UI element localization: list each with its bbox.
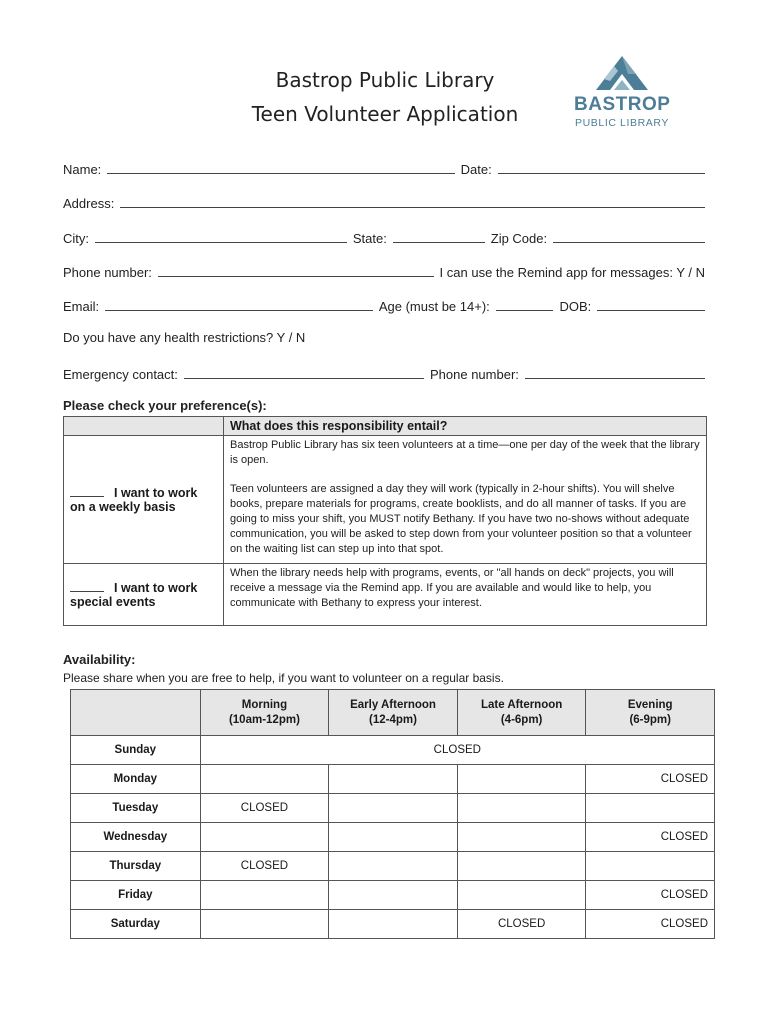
day-thursday: Thursday	[71, 852, 201, 881]
friday-late-afternoon[interactable]	[457, 881, 586, 910]
table-row	[71, 881, 715, 910]
wednesday-morning[interactable]	[200, 823, 329, 852]
special-option-line1: I want to work	[114, 580, 198, 595]
day-saturday: Saturday	[71, 910, 201, 939]
wednesday-evening-closed: CLOSED	[586, 823, 715, 852]
table-row	[64, 564, 707, 626]
friday-evening-closed: CLOSED	[586, 881, 715, 910]
logo-subtitle: PUBLIC LIBRARY	[575, 117, 669, 129]
name-field[interactable]	[107, 172, 454, 174]
phone-field[interactable]	[158, 275, 434, 277]
zip-label: Zip Code:	[490, 231, 548, 246]
dob-field[interactable]	[597, 309, 705, 311]
email-field[interactable]	[105, 309, 373, 311]
saturday-evening-closed: CLOSED	[586, 910, 715, 939]
day-friday: Friday	[71, 881, 201, 910]
state-field[interactable]	[393, 241, 485, 243]
address-label: Address:	[63, 196, 115, 211]
availability-heading: Availability:	[63, 652, 136, 667]
weekly-desc-p2: Teen volunteers are assigned a day they will work (typically in 2-hour shifts). You will shelve books, prepare materials for programs, create booklists, and do all manner of tasks. If you are going to miss your shift, you MUST notify Bethany. If you have two no-shows without adequate communication, you will be asked to step down from your volunteer position so that a volunteer on the waiting list can step up into that spot.	[230, 483, 692, 555]
city-state-zip-row	[63, 226, 705, 246]
email-label: Email:	[63, 299, 100, 314]
city-field[interactable]	[95, 241, 347, 243]
phone-row	[63, 260, 705, 280]
special-description	[224, 564, 707, 626]
thursday-late-afternoon[interactable]	[457, 852, 586, 881]
weekly-checkbox-line[interactable]	[70, 486, 104, 497]
dob-label: DOB:	[559, 299, 592, 314]
phone-label: Phone number:	[63, 265, 152, 280]
emergency-field[interactable]	[184, 377, 424, 379]
wednesday-early-afternoon[interactable]	[329, 823, 458, 852]
col-late-afternoon: Late Afternoon (4-6pm)	[457, 690, 586, 736]
address-row	[63, 191, 705, 211]
tuesday-morning-closed: CLOSED	[200, 794, 329, 823]
day-tuesday: Tuesday	[71, 794, 201, 823]
tuesday-late-afternoon[interactable]	[457, 794, 586, 823]
col-morning: Morning (10am-12pm)	[200, 690, 329, 736]
name-label: Name:	[63, 162, 102, 177]
saturday-late-afternoon-closed: CLOSED	[457, 910, 586, 939]
weekly-option-line1: I want to work	[114, 485, 198, 500]
special-desc: When the library needs help with programs, events, or "all hands on deck" projects, you will receive a message via the Remind app. If you are available and would like to help, you communicate with Bethany to express your interest.	[230, 567, 674, 609]
monday-late-afternoon[interactable]	[457, 765, 586, 794]
special-option[interactable]	[64, 564, 224, 626]
zip-field[interactable]	[553, 241, 705, 243]
thursday-evening[interactable]	[586, 852, 715, 881]
saturday-early-afternoon[interactable]	[329, 910, 458, 939]
monday-evening-closed: CLOSED	[586, 765, 715, 794]
availability-table	[70, 689, 715, 939]
emergency-row	[63, 362, 705, 382]
tuesday-evening[interactable]	[586, 794, 715, 823]
weekly-option[interactable]	[64, 436, 224, 564]
table-row	[71, 852, 715, 881]
monday-early-afternoon[interactable]	[329, 765, 458, 794]
city-label: City:	[63, 231, 89, 246]
friday-early-afternoon[interactable]	[329, 881, 458, 910]
weekly-description	[224, 436, 707, 564]
tuesday-early-afternoon[interactable]	[329, 794, 458, 823]
table-row	[71, 794, 715, 823]
day-sunday: Sunday	[71, 736, 201, 765]
weekly-option-line2: on a weekly basis	[70, 499, 176, 514]
table-row	[71, 765, 715, 794]
responsibility-header: What does this responsibility entail?	[224, 417, 707, 436]
preferences-table	[63, 416, 707, 626]
preferences-heading: Please check your preference(s):	[63, 398, 267, 413]
table-row	[71, 823, 715, 852]
health-question: Do you have any health restrictions? Y / N	[63, 330, 306, 345]
emergency-phone-label: Phone number:	[430, 367, 519, 382]
availability-subheading: Please share when you are free to help, if you want to volunteer on a regular basis.	[63, 671, 504, 685]
library-title: Bastrop Public Library	[275, 68, 495, 92]
table-row	[71, 910, 715, 939]
saturday-morning[interactable]	[200, 910, 329, 939]
thursday-early-afternoon[interactable]	[329, 852, 458, 881]
preferences-corner	[64, 417, 224, 436]
col-early-afternoon: Early Afternoon (12-4pm)	[329, 690, 458, 736]
emergency-phone-field[interactable]	[525, 377, 705, 379]
special-checkbox-line[interactable]	[70, 581, 104, 592]
thursday-morning-closed: CLOSED	[200, 852, 329, 881]
day-wednesday: Wednesday	[71, 823, 201, 852]
wednesday-late-afternoon[interactable]	[457, 823, 586, 852]
age-field[interactable]	[496, 309, 554, 311]
weekly-desc-p1: Bastrop Public Library has six teen volunteers at a time—one per day of the week that the library is open.	[230, 439, 700, 466]
logo-wordmark: BASTROP	[574, 94, 671, 115]
table-row	[71, 736, 715, 765]
age-label: Age (must be 14+):	[378, 299, 490, 314]
name-date-row	[63, 157, 705, 177]
remind-question: I can use the Remind app for messages: Y / N	[439, 265, 705, 280]
emergency-label: Emergency contact:	[63, 367, 178, 382]
availability-corner	[71, 690, 201, 736]
email-age-dob-row	[63, 294, 705, 314]
date-label: Date:	[460, 162, 492, 177]
monday-morning[interactable]	[200, 765, 329, 794]
table-row	[64, 436, 707, 564]
col-evening: Evening (6-9pm)	[586, 690, 715, 736]
friday-morning[interactable]	[200, 881, 329, 910]
special-option-line2: special events	[70, 594, 156, 609]
address-field[interactable]	[120, 206, 705, 208]
day-monday: Monday	[71, 765, 201, 794]
state-label: State:	[352, 231, 387, 246]
form-title: Teen Volunteer Application	[251, 102, 519, 126]
sunday-closed: CLOSED	[200, 736, 714, 765]
date-field[interactable]	[498, 172, 705, 174]
